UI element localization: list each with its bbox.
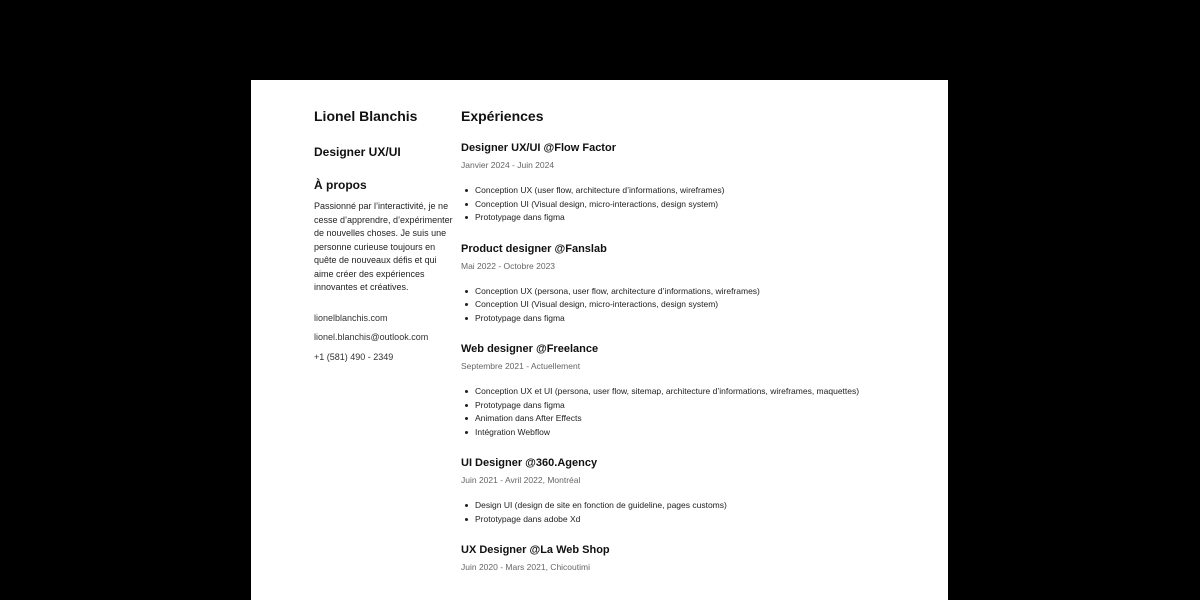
task-item: Conception UX et UI (persona, user flow, sitemap, architecture d’informations, wireframes, maquettes) [461, 385, 901, 399]
task-item: Prototypage dans figma [461, 399, 901, 413]
website-link[interactable]: lionelblanchis.com [314, 312, 388, 323]
job-date: Janvier 2024 - Juin 2024 [461, 160, 555, 170]
task-item: Prototypage dans figma [461, 211, 901, 225]
experiences-section [461, 108, 901, 572]
job-date: Juin 2021 - Avril 2022, Montréal [461, 475, 581, 485]
task-list [461, 385, 901, 439]
job-title: Product designer @Fanslab [461, 242, 607, 255]
job-date: Septembre 2021 - Actuellement [461, 361, 581, 371]
about-heading: À propos [314, 178, 367, 192]
task-item: Animation dans After Effects [461, 412, 901, 426]
job-title: UI Designer @360.Agency [461, 457, 598, 469]
task-item: Conception UX (persona, user flow, architecture d’informations, wireframes) [461, 285, 901, 299]
task-item: Prototypage dans figma [461, 312, 901, 326]
job-title: UX Designer @La Web Shop [461, 544, 610, 556]
task-item: Prototypage dans adobe Xd [461, 513, 901, 527]
job-entry [461, 457, 901, 526]
job-title: Web designer @Freelance [461, 343, 599, 355]
job-entry [461, 243, 901, 326]
job-entry [461, 544, 901, 572]
email-link[interactable]: lionel.blanchis@outlook.com [314, 332, 429, 342]
profile-sidebar [314, 108, 454, 371]
task-list [461, 184, 901, 225]
task-item: Design UI (design de site en fonction de guideline, pages customs) [461, 499, 901, 513]
task-item: Conception UI (Visual design, micro-interactions, design system) [461, 298, 901, 312]
job-date: Juin 2020 - Mars 2021, Chicoutimi [461, 562, 590, 572]
contact-info [314, 313, 454, 362]
job-title: Designer UX/UI @Flow Factor [461, 142, 616, 154]
task-list [461, 285, 901, 326]
experiences-heading: Expériences [461, 108, 544, 124]
about-text: Passionné par l’interactivité, je ne cesse d’apprendre, d’expérimenter de nouvelles choses. Je suis une personne curieuse toujours en quête de nouveaux défis et qui aime créer des expériences innovantes et créatives. [314, 201, 453, 292]
job-entry [461, 343, 901, 439]
task-item: Conception UX (user flow, architecture d’informations, wireframes) [461, 184, 901, 198]
phone-number: +1 (581) 490 - 2349 [314, 351, 394, 362]
resume-page [251, 80, 948, 600]
profile-name: Lionel Blanchis [314, 108, 418, 124]
profile-role: Designer UX/UI [314, 145, 401, 159]
task-list [461, 499, 901, 526]
job-date: Mai 2022 - Octobre 2023 [461, 260, 556, 271]
task-item: Intégration Webflow [461, 426, 901, 440]
job-entry [461, 142, 901, 225]
task-item: Conception UI (Visual design, micro-interactions, design system) [461, 198, 901, 212]
